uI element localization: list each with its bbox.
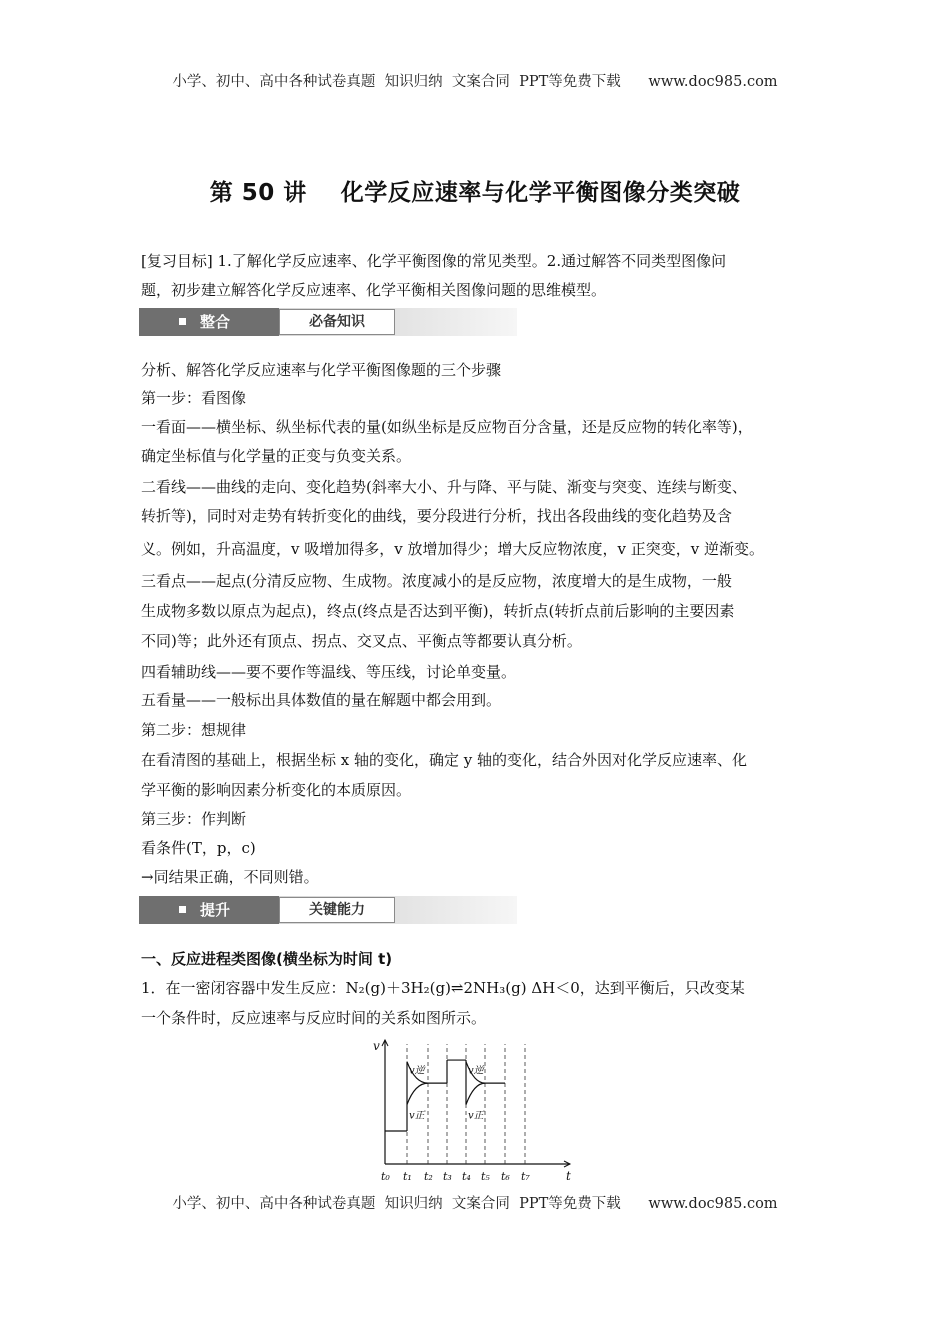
review-goals-label: [复习目标] xyxy=(141,252,213,270)
x-tick-label: t₅ xyxy=(481,1170,490,1183)
rate-time-chart xyxy=(370,1034,580,1184)
section-banner-integrate: 整合 必备知识 xyxy=(139,308,517,336)
section-heading: 一、反应进程类图像(横坐标为时间 t) xyxy=(141,950,393,968)
body-line: 第一步：看图像 xyxy=(141,389,247,407)
page-header: 小学、初中、高中各种试卷真题 知识归纳 文案合同 PPT等免费下载 www.doc985.com xyxy=(172,74,778,90)
x-tick-label: t₃ xyxy=(443,1170,452,1183)
curve-label: v正 xyxy=(409,1110,425,1122)
body-line: 生成物多数以原点为起点)，终点(终点是否达到平衡)，转折点(转折点前后影响的主要因素 xyxy=(141,602,735,620)
banner-subtitle: 必备知识 xyxy=(279,309,395,335)
page-title: 第 50 讲 化学反应速率与化学平衡图像分类突破 xyxy=(209,180,741,206)
curve-label: v逆 xyxy=(468,1065,484,1077)
x-axis-label: t xyxy=(566,1169,571,1183)
curve-label: v逆 xyxy=(409,1065,425,1077)
body-line: 第二步：想规律 xyxy=(141,721,247,739)
banner-subtitle: 关键能力 xyxy=(279,897,395,923)
body-line: 确定坐标值与化学量的正变与负变关系。 xyxy=(141,447,412,465)
section-banner-improve: 提升 关键能力 xyxy=(139,896,517,924)
body-line: 分析、解答化学反应速率与化学平衡图像题的三个步骤 xyxy=(141,361,502,379)
body-line: 不同)等；此外还有顶点、拐点、交叉点、平衡点等都要认真分析。 xyxy=(141,632,582,650)
body-line: 义。例如，升高温度，v 吸增加得多，v 放增加得少；增大反应物浓度，v 正突变，v 逆渐变。 xyxy=(141,540,764,558)
question-line2: 一个条件时，反应速率与反应时间的关系如图所示。 xyxy=(141,1009,487,1027)
review-goals-line2: 题，初步建立解答化学反应速率、化学平衡相关图像问题的思维模型。 xyxy=(141,281,607,299)
body-line: 学平衡的影响因素分析变化的本质原因。 xyxy=(141,781,412,799)
question-line1: 1．在一密闭容器中发生反应：N₂(g)＋3H₂(g)⇌2NH₃(g) ΔH＜0，达到平衡后，只改变某 xyxy=(141,979,745,997)
body-line: 三看点——起点(分清反应物、生成物。浓度减小的是反应物，浓度增大的是生成物，一般 xyxy=(141,572,732,590)
x-tick-label: t₁ xyxy=(403,1170,412,1183)
x-tick-label: t₄ xyxy=(462,1170,471,1183)
y-axis-label: v xyxy=(373,1039,380,1053)
body-line: 二看线——曲线的走向、变化趋势(斜率大小、升与降、平与陡、渐变与突变、连续与断变、 xyxy=(141,478,747,496)
forward-rate-curve xyxy=(466,1083,485,1104)
body-line: 四看辅助线——要不要作等温线、等压线，讨论单变量。 xyxy=(141,663,517,681)
x-tick-label: t₇ xyxy=(521,1170,530,1183)
x-tick-label: t₆ xyxy=(501,1170,510,1183)
body-line: 看条件(T，p，c) xyxy=(141,839,256,857)
body-line: →同结果正确，不同则错。 xyxy=(141,868,319,886)
x-tick-label: t₂ xyxy=(424,1170,433,1183)
page-footer: 小学、初中、高中各种试卷真题 知识归纳 文案合同 PPT等免费下载 www.doc985.com xyxy=(172,1196,778,1212)
square-bullet-icon xyxy=(179,906,186,913)
square-bullet-icon xyxy=(179,318,186,325)
body-line: 五看量——一般标出具体数值的量在解题中都会用到。 xyxy=(141,691,502,709)
body-line: 转折等)，同时对走势有转折变化的曲线，要分段进行分析，找出各段曲线的变化趋势及含 xyxy=(141,507,732,525)
forward-rate-curve xyxy=(407,1083,428,1104)
curve-label: v正 xyxy=(468,1110,484,1122)
body-line: 第三步：作判断 xyxy=(141,810,247,828)
body-line: 在看清图的基础上，根据坐标 x 轴的变化，确定 y 轴的变化，结合外因对化学反应速率、化 xyxy=(141,751,748,769)
x-tick-label: t₀ xyxy=(381,1170,390,1183)
review-goals-line1: [复习目标] 1.了解化学反应速率、化学平衡图像的常见类型。2.通过解答不同类型图像问 xyxy=(141,252,727,270)
body-line: 一看面——横坐标、纵坐标代表的量(如纵坐标是反应物百分含量，还是反应物的转化率等)， xyxy=(141,418,753,436)
